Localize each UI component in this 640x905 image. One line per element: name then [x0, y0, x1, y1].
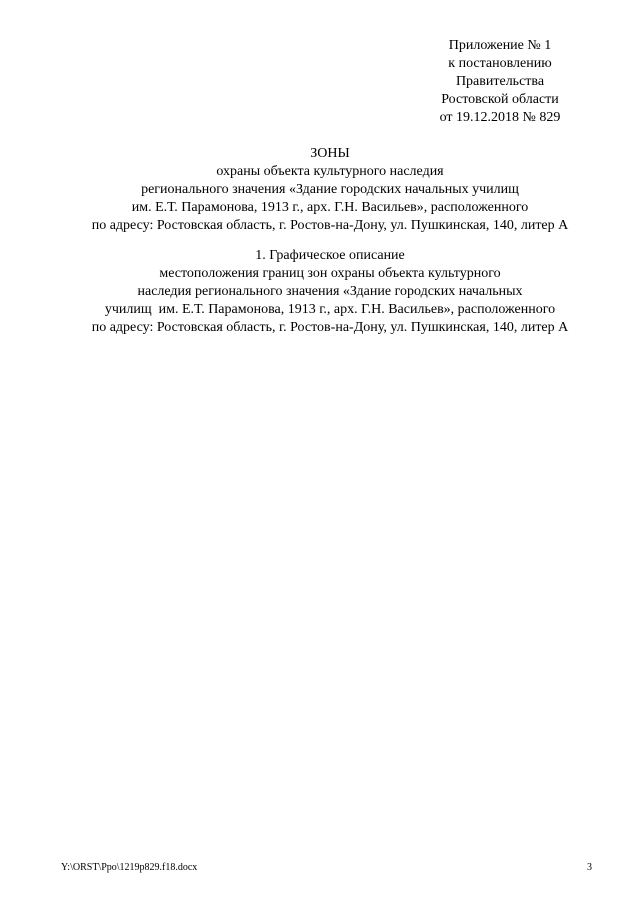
- section-line: училищ им. Е.Т. Парамонова, 1913 г., арх. Г.Н. Васильев», расположенного: [104, 302, 556, 317]
- section-line: наследия регионального значения «Здание городских начальных: [137, 284, 523, 299]
- title-line: регионального значения «Здание городских начальных училищ: [141, 182, 519, 197]
- title-line: охраны объекта культурного наследия: [216, 164, 444, 179]
- document-title: [40, 145, 620, 235]
- appendix-line: от 19.12.2018 № 829: [439, 110, 561, 125]
- section-heading: [40, 247, 620, 337]
- appendix-header: [418, 37, 582, 127]
- appendix-line: Приложение № 1: [448, 38, 552, 53]
- title-line: по адресу: Ростовская область, г. Ростов-на-Дону, ул. Пушкинская, 140, литер А: [91, 218, 569, 233]
- appendix-line: Правительства: [455, 74, 545, 89]
- section-line: 1. Графическое описание: [255, 248, 405, 263]
- title-line: им. Е.Т. Парамонова, 1913 г., арх. Г.Н. Васильев», расположенного: [131, 200, 529, 215]
- section-line: местоположения границ зон охраны объекта культурного: [159, 266, 501, 281]
- footer-page-number: 3: [587, 862, 592, 873]
- appendix-line: к постановлению: [448, 56, 552, 71]
- footer-file-path: Y:\ORST\Ppo\1219p829.f18.docx: [61, 862, 198, 873]
- title-heading: ЗОНЫ: [310, 146, 350, 161]
- appendix-line: Ростовской области: [441, 92, 559, 107]
- section-line: по адресу: Ростовская область, г. Ростов-на-Дону, ул. Пушкинская, 140, литер А: [91, 320, 569, 335]
